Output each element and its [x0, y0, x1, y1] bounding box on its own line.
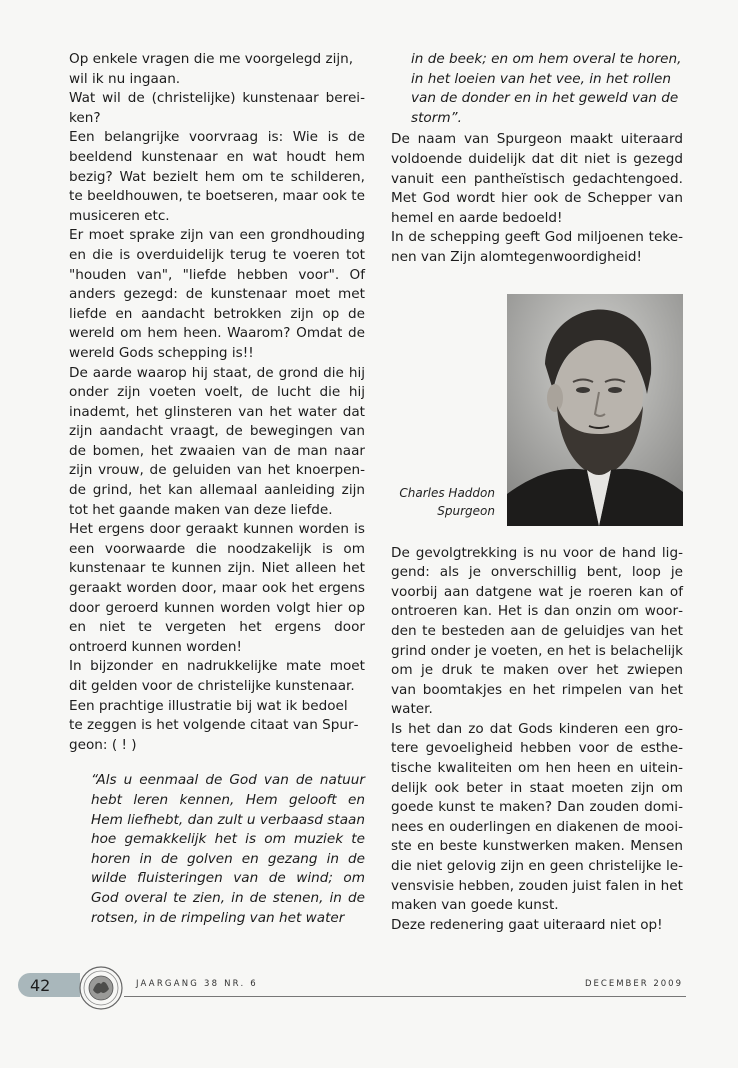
body-paragraph: De gevolgtrekking is nu voor de hand liggend: als je onverschillig bent, loop je voorbij aan datgene wat je roeren kan of ontroeren kan. Het is dan onzin om woorden te besteden aan de geluidjes van het grind onder je voeten, en het is belachelijk om je druk te maken over het zwiepen van boomtakjes en het rimpelen van het water. [391, 544, 683, 718]
spurgeon-quote-continued: in de beek; en om hem overal te horen, in het loeien van het vee, in het rollen van de donder en in het geweld van de storm”. [411, 51, 682, 126]
portrait-illustration [507, 294, 683, 526]
body-paragraph: Een prachtige illustratie bij wat ik bedoel te zeggen is het volgende citaat van Spurgeon: ( ! ) [69, 697, 359, 753]
photo-caption: Charles Haddon Spurgeon [399, 485, 495, 518]
right-column [391, 50, 683, 935]
spurgeon-portrait-photo [507, 294, 683, 526]
left-column [69, 50, 365, 928]
body-paragraph: Op enkele vragen die me voorgelegd zijn, wil ik nu ingaan. [69, 51, 354, 87]
body-paragraph: Is het dan zo dat Gods kinderen een grotere gevoeligheid hebben voor de esthetische kwaliteiten om hen heen en uiteindelijk ook beter in staat moeten zijn om goede kunst te maken? Dan zouden dominees en ouderlingen en diakenen de mooiste en beste kunstwerken maken. Mensen die niet gelovig zijn en geen christelijke levensvisie hebben, zouden juist falen in het maken van goede kunst. [391, 720, 683, 914]
issue-label: JAARGANG 38 NR. 6 [136, 979, 258, 989]
body-paragraph: Er moet sprake zijn van een grondhouding en die is overduidelijk terug te voeren tot "houden van", "liefde hebben voor". Of anders gezegd: de kunstenaar moet met liefde en aandacht betrokken zijn op de wereld om hem heen. Waarom? Omdat de wereld Gods schepping is!! [69, 227, 365, 361]
footer-rule [124, 996, 686, 997]
body-paragraph: De naam van Spurgeon maakt uiteraard voldoende duidelijk dat dit niet is gezegd vanuit een pantheïstisch gedachtengoed. Met God wordt hier ook de Schepper van hemel en aarde bedoeld! [391, 131, 683, 226]
body-paragraph: Het ergens door geraakt kunnen worden is een voorwaarde die noodzakelijk is om kunstenaar te kunnen zijn. Niet alleen het geraakt worden door, maar ook het ergens door geroerd kunnen worden volgt hier op en niet te vergeten het ergens door ontroerd kunnen worden! [69, 521, 365, 655]
body-paragraph: De aarde waarop hij staat, de grond die hij onder zijn voeten voelt, de lucht die hij inademt, het glinsteren van het water dat zijn aandacht vraagt, de bewegingen van de bomen, het zwaaien van de man naar zijn vrouw, de geluiden van het knoerpende grind, het kan allemaal aanleiding zijn tot het gaande maken van deze liefde. [69, 364, 365, 518]
body-paragraph: Wat wil de (christelijke) kunstenaar bereiken? [69, 90, 365, 126]
issue-date: DECEMBER 2009 [585, 979, 683, 989]
portrait-figure [391, 294, 683, 526]
body-paragraph: Deze redenering gaat uiteraard niet op! [391, 916, 663, 933]
body-paragraph: Een belangrijke voorvraag is: Wie is de beeldend kunstenaar en wat houdt hem bezig? Wat bezielt hem om te schilderen, te beeldhouwen, te boetseren, maar ook te musiceren etc. [69, 129, 365, 224]
magazine-emblem-icon [78, 965, 124, 1011]
page-number: 42 [30, 976, 51, 995]
spurgeon-quote: “Als u eenmaal de God van de natuur hebt leren kennen, Hem gelooft en Hem liefhebt, dan zult u verbaasd staan hoe gemakkelijk het is om muziek te horen in de golven en gezang in de wilde fluisteringen van de wind; om God overal te zien, in de stenen, in de rotsen, in de rimpeling van het water [91, 772, 365, 926]
body-paragraph: In de schepping geeft God miljoenen tekenen van Zijn alomtegenwoordigheid! [391, 229, 683, 265]
page-footer [0, 965, 738, 1015]
body-paragraph: In bijzonder en nadrukkelijke mate moet dit gelden voor de christelijke kunstenaar. [69, 658, 365, 694]
